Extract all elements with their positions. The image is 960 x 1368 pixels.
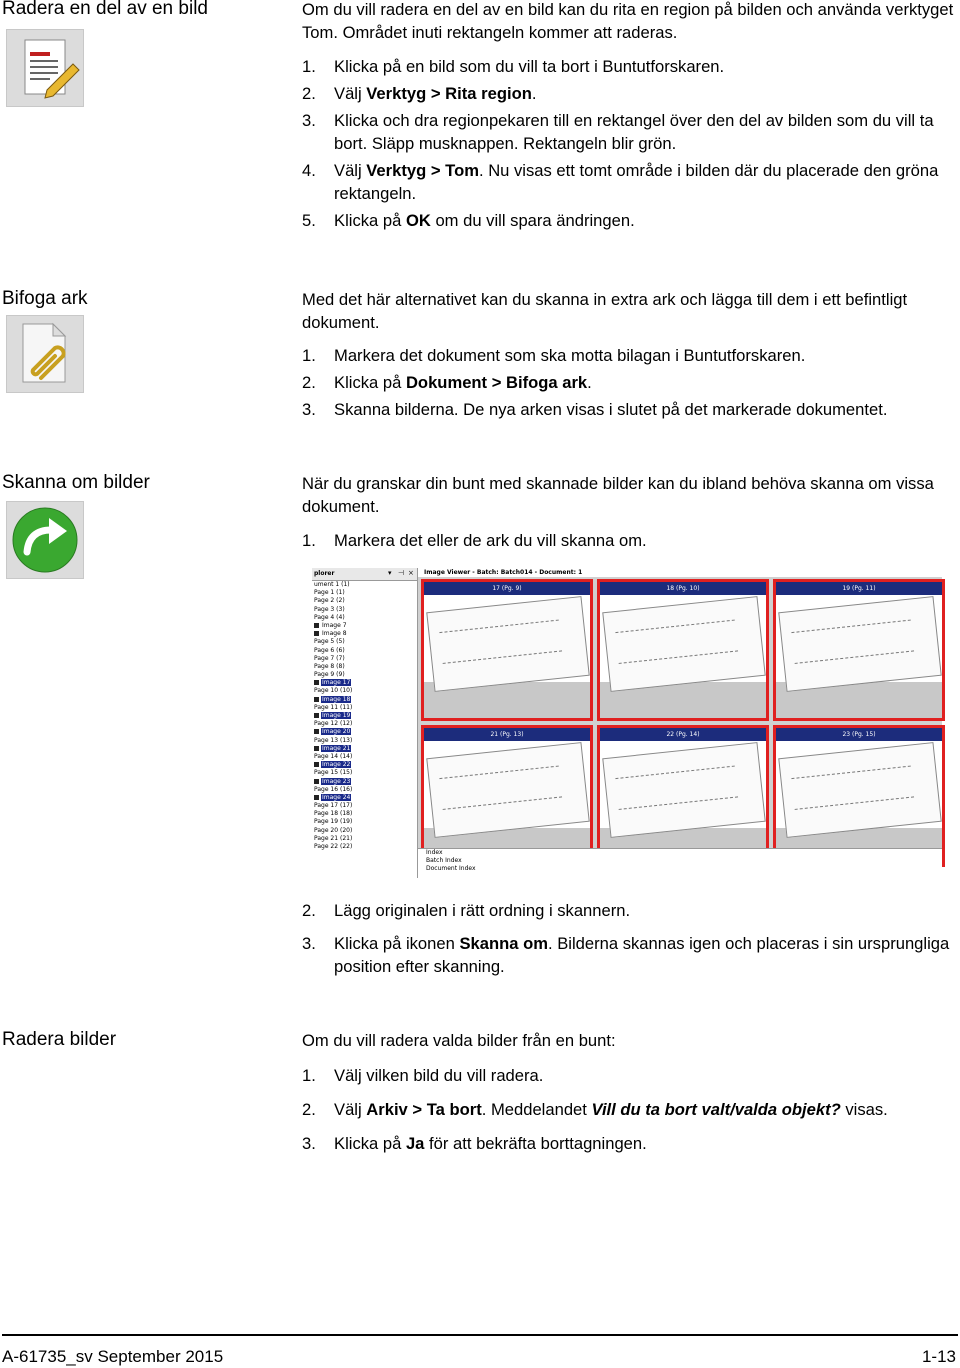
tree-item[interactable]: ument 1 (1) xyxy=(314,581,350,588)
tree-item[interactable]: Image 18 xyxy=(312,696,417,704)
tree-item[interactable]: Page 18 (18) xyxy=(314,810,353,818)
image-tile[interactable] xyxy=(421,725,593,867)
tree-item[interactable]: Page 6 (6) xyxy=(314,646,345,654)
tree-item[interactable]: Page 5 (5) xyxy=(314,638,345,646)
tree-item[interactable]: Page 2 (2) xyxy=(314,597,345,605)
step-item: 4. Välj Verktyg > Tom. Nu visas ett tomt område i bilden där du placerade den gröna rektangeln. xyxy=(302,161,939,203)
footer-rule xyxy=(2,1334,958,1336)
tree-item[interactable]: Page 7 (7) xyxy=(314,654,345,662)
image-tile[interactable] xyxy=(773,725,945,867)
tree-item[interactable]: Page 21 (21) xyxy=(314,834,353,842)
tree-item[interactable]: Image 17 xyxy=(312,679,417,687)
image-tile[interactable] xyxy=(773,579,945,721)
intro-text: Med det här alternativet kan du skanna in extra ark och lägga till dem i ett befintligt dokument. xyxy=(302,290,908,332)
batch-explorer-screenshot xyxy=(312,568,942,878)
tree-item[interactable]: Image 24 xyxy=(312,794,417,802)
step-item: 3. Skanna bilderna. De nya arken visas i slutet på det markerade dokumentet. xyxy=(302,400,888,419)
tree-item[interactable]: Page 3 (3) xyxy=(314,605,345,613)
tree-item[interactable]: Page 17 (17) xyxy=(314,802,353,810)
step-item: 1. Markera det dokument som ska motta bilagan i Buntutforskaren. xyxy=(302,346,806,365)
tile-caption: 19 (Pg. 11) xyxy=(776,582,942,595)
image-tile[interactable] xyxy=(597,579,769,721)
tree-item[interactable]: Page 12 (12) xyxy=(314,720,353,728)
attach-paperclip-icon xyxy=(6,315,84,393)
section-title-radera-bilder: Radera bilder xyxy=(2,1029,117,1050)
step-item: 1. Klicka på en bild som du vill ta bort i Buntutforskaren. xyxy=(302,57,725,76)
scanned-page-thumbnail xyxy=(778,742,942,838)
step-item: 2. Klicka på Dokument > Bifoga ark. xyxy=(302,373,592,392)
section-body-bifoga-ark xyxy=(302,288,958,421)
tile-caption: 21 (Pg. 13) xyxy=(424,728,590,741)
intro-text: Om du vill radera en del av en bild kan du rita en region på bilden och använda verktyget Tom. Området inuti rektangeln kommer att raderas. xyxy=(302,0,954,42)
index-item: Batch Index xyxy=(426,857,462,864)
section-body-skanna-om-continued xyxy=(302,899,958,978)
tree-header: plorer ▾ ⊣ × xyxy=(312,568,417,581)
edit-document-pencil-icon xyxy=(6,29,84,107)
index-item: Index xyxy=(426,849,443,856)
scanned-page-thumbnail xyxy=(602,596,766,692)
tree-item[interactable]: Image 20 xyxy=(312,728,417,736)
tree-item[interactable]: Image 21 xyxy=(312,745,417,753)
step-item: 3. Klicka på ikonen Skanna om. Bilderna skannas igen och placeras i sin ursprungliga position efter skanning. xyxy=(302,934,950,976)
tree-item[interactable]: Page 22 (22) xyxy=(314,843,353,850)
step-item: 5. Klicka på OK om du vill spara ändringen. xyxy=(302,211,635,230)
section-body-skanna-om xyxy=(302,472,958,552)
tree-item[interactable]: Image 7 xyxy=(312,622,417,630)
intro-text: När du granskar din bunt med skannade bilder kan du ibland behöva skanna om vissa dokument. xyxy=(302,474,934,516)
rescan-arrow-icon xyxy=(6,501,84,579)
step-item: 1. Markera det eller de ark du vill skanna om. xyxy=(302,531,647,550)
tile-caption: 22 (Pg. 14) xyxy=(600,728,766,741)
step-item: 3. Klicka och dra regionpekaren till en rektangel över den del av bilden som du vill ta bort. Släpp musknappen. Rektangeln blir grön. xyxy=(302,111,934,153)
image-tile[interactable] xyxy=(597,725,769,867)
section-body-radera-del xyxy=(302,0,958,232)
viewer-title: Image Viewer - Batch: Batch014 - Document: 1 xyxy=(418,568,942,577)
tree-item[interactable]: Page 13 (13) xyxy=(314,736,353,744)
tree-item[interactable]: Image 22 xyxy=(312,761,417,769)
section-title-bifoga-ark: Bifoga ark xyxy=(2,288,88,309)
tile-caption: 23 (Pg. 15) xyxy=(776,728,942,741)
scanned-page-thumbnail xyxy=(778,596,942,692)
section-title-radera-del: Radera en del av en bild xyxy=(2,0,208,19)
tree-item[interactable]: Page 4 (4) xyxy=(314,613,345,621)
step-item: 2. Välj Verktyg > Rita region. xyxy=(302,84,537,103)
image-tile[interactable] xyxy=(421,579,593,721)
batch-explorer-tree xyxy=(312,568,418,878)
tree-item[interactable]: Page 9 (9) xyxy=(314,671,345,679)
index-panel xyxy=(418,848,942,879)
section-body-radera-bilder xyxy=(302,1029,958,1155)
tree-item[interactable]: Page 19 (19) xyxy=(314,818,353,826)
tree-item[interactable]: Page 11 (11) xyxy=(314,703,353,711)
step-item: 2. Lägg originalen i rätt ordning i skannern. xyxy=(302,901,631,920)
tree-list xyxy=(312,581,417,851)
footer-page-number: 1-13 xyxy=(921,1347,956,1366)
step-item: 1. Välj vilken bild du vill radera. xyxy=(302,1066,544,1085)
intro-text: Om du vill radera valda bilder från en bunt: xyxy=(302,1031,616,1050)
tree-item[interactable]: Page 20 (20) xyxy=(314,826,353,834)
tile-caption: 17 (Pg. 9) xyxy=(424,582,590,595)
tree-item[interactable]: Image 23 xyxy=(312,778,417,786)
index-item: Document Index xyxy=(426,865,476,872)
tree-item[interactable]: Page 10 (10) xyxy=(314,687,353,695)
footer-doc-id: A-61735_sv September 2015 xyxy=(2,1347,224,1366)
scanned-page-thumbnail xyxy=(426,742,590,838)
tree-item[interactable]: Page 16 (16) xyxy=(314,785,353,793)
scanned-page-thumbnail xyxy=(602,742,766,838)
image-viewer xyxy=(418,568,942,878)
step-item: 3. Klicka på Ja för att bekräfta borttagningen. xyxy=(302,1134,647,1153)
step-item: 2. Välj Arkiv > Ta bort. Meddelandet Vill du ta bort valt/valda objekt? visas. xyxy=(302,1100,888,1119)
tree-item[interactable]: Page 1 (1) xyxy=(314,589,345,597)
tile-caption: 18 (Pg. 10) xyxy=(600,582,766,595)
section-title-skanna-om: Skanna om bilder xyxy=(2,472,150,493)
scanned-page-thumbnail xyxy=(426,596,590,692)
tree-item[interactable]: Page 15 (15) xyxy=(314,769,353,777)
tree-item[interactable]: Page 8 (8) xyxy=(314,662,345,670)
tree-item[interactable]: Image 19 xyxy=(312,712,417,720)
tree-item[interactable]: Image 8 xyxy=(312,630,417,638)
tree-item[interactable]: Page 14 (14) xyxy=(314,752,353,760)
